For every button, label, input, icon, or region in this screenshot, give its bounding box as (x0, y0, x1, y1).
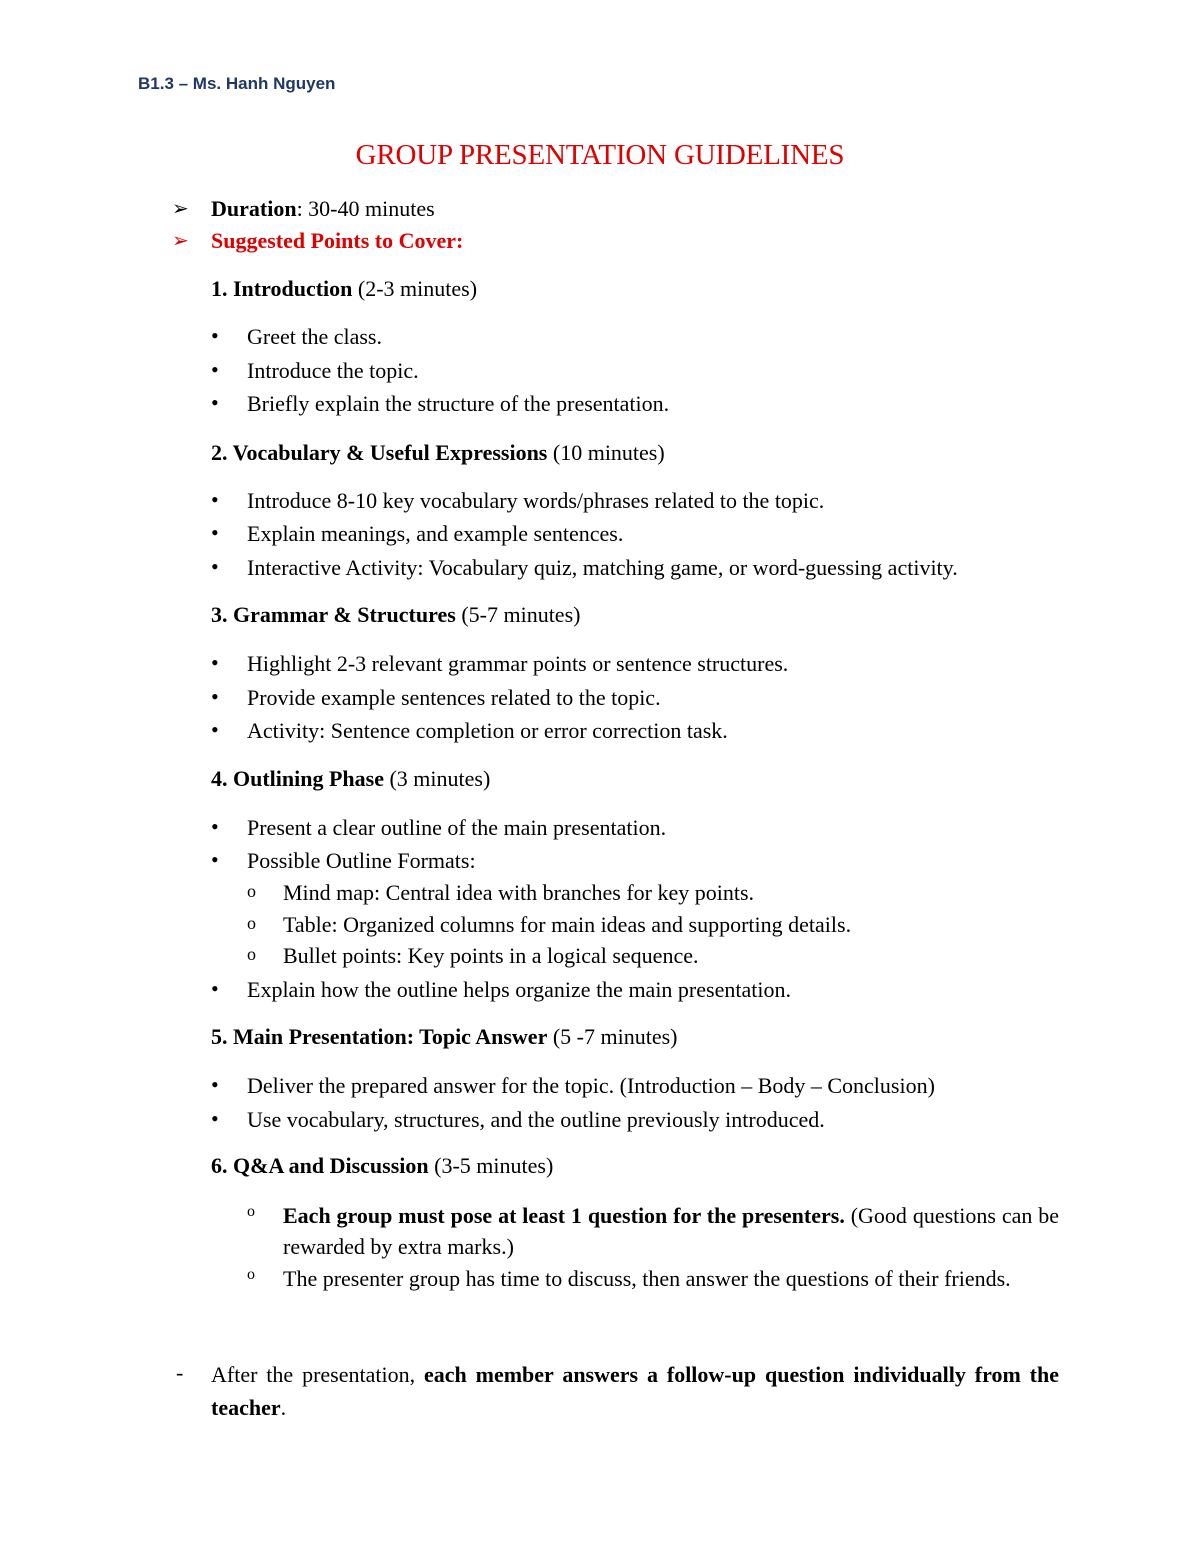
bullet-dot-icon: • (211, 717, 219, 742)
emphasis-text: each member answers a follow-up question individually from the teacher (211, 1362, 1059, 1420)
sub-list-item: Bullet points: Key points in a logical sequence. (283, 943, 699, 968)
closing-note (211, 1358, 1059, 1424)
list-item: Interactive Activity: Vocabulary quiz, matching game, or word-guessing activity. (247, 555, 958, 580)
bullet-dot-icon: • (211, 976, 219, 1001)
document-title: GROUP PRESENTATION GUIDELINES (355, 139, 845, 171)
body-text: . (280, 1395, 287, 1420)
bullet-dot-icon: • (211, 554, 219, 579)
bullet-dot-icon: • (211, 487, 219, 512)
list-item: Explain how the outline helps organize the main presentation. (247, 977, 791, 1002)
list-item: Introduce 8-10 key vocabulary words/phrases related to the topic. (247, 488, 825, 513)
hollow-circle-bullet-icon: o (247, 944, 256, 964)
list-item: Highlight 2-3 relevant grammar points or sentence structures. (247, 651, 789, 676)
bullet-dot-icon: • (211, 814, 219, 839)
section-title: 6. Q&A and Discussion (211, 1153, 429, 1178)
list-item: Greet the class. (247, 324, 382, 349)
section-title: 5. Main Presentation: Topic Answer (211, 1024, 548, 1049)
bullet-dot-icon: • (211, 847, 219, 872)
bullet-dot-icon: • (211, 520, 219, 545)
section-time: (5 -7 minutes) (547, 1024, 678, 1049)
bullet-dot-icon: • (211, 684, 219, 709)
body-text: The presenter group has time to discuss, then answer the questions of their friends. (283, 1266, 1011, 1291)
section-heading (211, 275, 477, 303)
section-title: 2. Vocabulary & Useful Expressions (211, 440, 548, 465)
hollow-circle-bullet-icon: o (247, 913, 256, 933)
section-heading (211, 765, 490, 793)
bullet-dot-icon: • (211, 1072, 219, 1097)
dash-bullet-icon: - (176, 1360, 184, 1385)
section-heading (211, 601, 580, 629)
list-item: Use vocabulary, structures, and the outline previously introduced. (247, 1107, 825, 1132)
arrow-bullet-icon: ➢ (172, 198, 189, 220)
hollow-circle-bullet-icon: o (247, 1266, 255, 1283)
section-title: 1. Introduction (211, 276, 353, 301)
section-time: (3-5 minutes) (428, 1153, 554, 1178)
arrow-bullet-icon: ➢ (172, 230, 189, 252)
bullet-dot-icon: • (211, 1106, 219, 1131)
list-item: Provide example sentences related to the topic. (247, 685, 661, 710)
hollow-circle-bullet-icon: o (247, 881, 256, 901)
list-item: Briefly explain the structure of the presentation. (247, 391, 670, 416)
list-item: Possible Outline Formats: (247, 848, 476, 873)
section-heading (211, 1023, 677, 1051)
section-time: (10 minutes) (547, 440, 665, 465)
suggested-heading: Suggested Points to Cover: (211, 228, 464, 253)
sub-list-item: Mind map: Central idea with branches for key points. (283, 880, 755, 905)
section-time: (3 minutes) (383, 766, 491, 791)
duration-label: Duration (211, 196, 297, 221)
page-header: B1.3 – Ms. Hanh Nguyen (138, 74, 336, 93)
bullet-dot-icon: • (211, 390, 219, 415)
section-time: (5-7 minutes) (455, 602, 581, 627)
section-title: 4. Outlining Phase (211, 766, 384, 791)
bullet-dot-icon: • (211, 357, 219, 382)
bullet-dot-icon: • (211, 323, 219, 348)
duration-line (211, 195, 435, 223)
section-heading (211, 1152, 553, 1180)
sub-list-item: Table: Organized columns for main ideas and supporting details. (283, 912, 852, 937)
hollow-circle-bullet-icon: o (247, 1203, 255, 1220)
list-item: Introduce the topic. (247, 358, 419, 383)
section-heading (211, 439, 665, 467)
emphasis-text: Each group must pose at least 1 question for the presenters. (283, 1203, 845, 1228)
sub-list-item (283, 1263, 1059, 1294)
list-item: Deliver the prepared answer for the topic. (Introduction – Body – Conclusion) (247, 1073, 935, 1098)
bullet-dot-icon: • (211, 650, 219, 675)
section-title: 3. Grammar & Structures (211, 602, 456, 627)
section-time: (2-3 minutes) (352, 276, 478, 301)
list-item: Activity: Sentence completion or error correction task. (247, 718, 728, 743)
list-item: Present a clear outline of the main presentation. (247, 815, 667, 840)
duration-value: : 30-40 minutes (296, 196, 435, 221)
body-text: After the presentation, (211, 1362, 424, 1387)
list-item: Explain meanings, and example sentences. (247, 521, 624, 546)
sub-list-item (283, 1200, 1059, 1262)
body-text: (Good questions can be rewarded by extra marks.) (283, 1203, 1059, 1259)
